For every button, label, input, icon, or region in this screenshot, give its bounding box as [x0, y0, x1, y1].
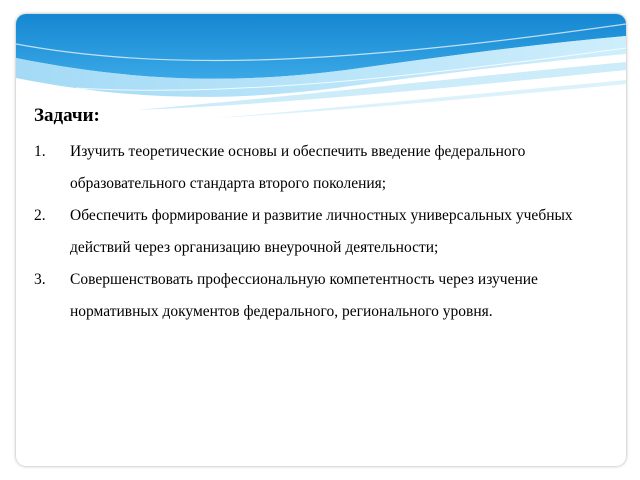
task-text: Совершенствовать профессиональную компетентность через изучение нормативных документов федерального, регионального уровня.	[70, 271, 538, 320]
task-text: Обеспечить формирование и развитие личностных универсальных учебных действий через организацию внеурочной деятельности;	[70, 207, 573, 256]
slide-title: Задачи:	[34, 105, 100, 126]
task-number: 3.	[34, 271, 46, 288]
task-number: 1.	[34, 143, 46, 160]
slide-content	[34, 104, 594, 328]
task-text: Изучить теоретические основы и обеспечить введение федерального образовательного стандарта второго поколения;	[70, 143, 526, 192]
task-item-1	[34, 136, 594, 200]
task-item-3	[34, 264, 594, 328]
task-item-2	[34, 200, 594, 264]
task-list	[34, 136, 594, 328]
task-number: 2.	[34, 207, 46, 224]
